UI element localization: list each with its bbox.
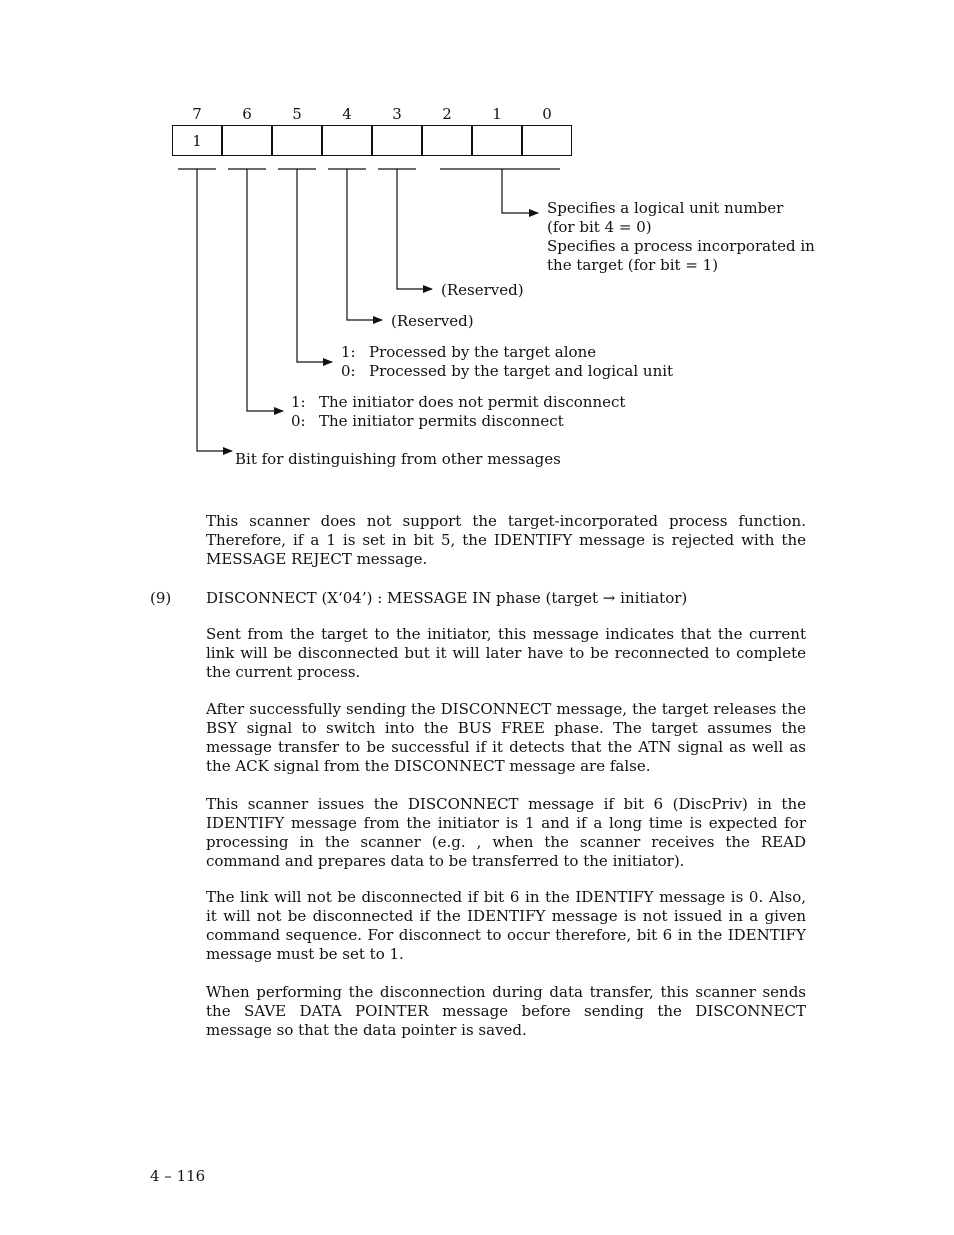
bit-number-5: 5 — [292, 105, 302, 123]
label-bit-5-line — [341, 362, 673, 381]
label-bit-5-line — [341, 343, 673, 362]
label-bit-4: (Reserved) — [391, 312, 474, 330]
paragraph-target-process-support: This scanner does not support the target-incorporated process function. Therefore, if a 1 is set in bit 5, the IDENTIFY message is rejected with the MESSAGE REJECT message. — [206, 512, 806, 568]
label-text: The initiator does not permit disconnect — [319, 393, 626, 411]
label-bit-5 — [341, 343, 673, 381]
paragraph-save-data-pointer: When performing the disconnection during data transfer, this scanner sends the SAVE DATA POINTER message before sending the DISCONNECT message so that the data pointer is saved. — [206, 983, 806, 1039]
label-bits-0-2-line: the target (for bit = 1) — [547, 256, 719, 274]
label-code: 0: — [341, 362, 356, 380]
paragraph-discpriv: This scanner issues the DISCONNECT message if bit 6 (DiscPriv) in the IDENTIFY message from the initiator is 1 and if a long time is expected for processing in the scanner (e.g. , when the scanner receives the READ command and prepares data to be transferred to the initiator). — [206, 795, 806, 870]
label-text: Processed by the target alone — [369, 343, 597, 361]
bit-number-3: 3 — [392, 105, 402, 123]
paragraph-no-disconnect: The link will not be disconnected if bit 6 in the IDENTIFY message is 0. Also, it will not be disconnected if the IDENTIFY message is not issued in a given command sequence. For disconnect to occur therefore, bit 6 in the IDENTIFY message must be set to 1. — [206, 888, 806, 963]
label-bit-6-line — [291, 393, 625, 412]
bit-number-7: 7 — [192, 105, 202, 123]
label-code: 1: — [291, 393, 306, 411]
bit-number-0: 0 — [542, 105, 552, 123]
label-code: 0: — [291, 412, 306, 430]
paragraph-disconnect-description: Sent from the target to the initiator, this message indicates that the current link will be disconnected but it will later have to be reconnected to complete the current process. — [206, 625, 806, 681]
label-bit-6-line — [291, 412, 625, 431]
section-title: DISCONNECT (X‘04’) : MESSAGE IN phase (target → initiator) — [206, 589, 688, 607]
label-bits-0-2 — [547, 199, 815, 275]
section-number: (9) — [150, 589, 172, 607]
bit-number-4: 4 — [342, 105, 352, 123]
label-text: Processed by the target and logical unit — [369, 362, 674, 380]
label-bits-0-2-line: Specifies a process incorporated in — [547, 237, 815, 255]
page-number: 4 – 116 — [150, 1167, 206, 1185]
label-bit-3: (Reserved) — [441, 281, 524, 299]
label-text: The initiator permits disconnect — [319, 412, 564, 430]
bit-number-1: 1 — [492, 105, 502, 123]
bit-value-7: 1 — [192, 132, 202, 150]
label-code: 1: — [341, 343, 356, 361]
label-bits-0-2-line: (for bit 4 = 0) — [547, 218, 652, 236]
paragraph-bsy-release: After successfully sending the DISCONNECT message, the target releases the BSY signal to switch into the BUS FREE phase. The target assumes the message transfer to be successful if it detects that the ATN signal as well as the ACK signal from the DISCONNECT message are false. — [206, 700, 806, 775]
label-bits-0-2-line: Specifies a logical unit number — [547, 199, 784, 217]
bit-number-6: 6 — [242, 105, 252, 123]
label-bit-7: Bit for distinguishing from other messages — [235, 450, 561, 468]
bit-number-2: 2 — [442, 105, 452, 123]
label-bit-6 — [291, 393, 625, 431]
